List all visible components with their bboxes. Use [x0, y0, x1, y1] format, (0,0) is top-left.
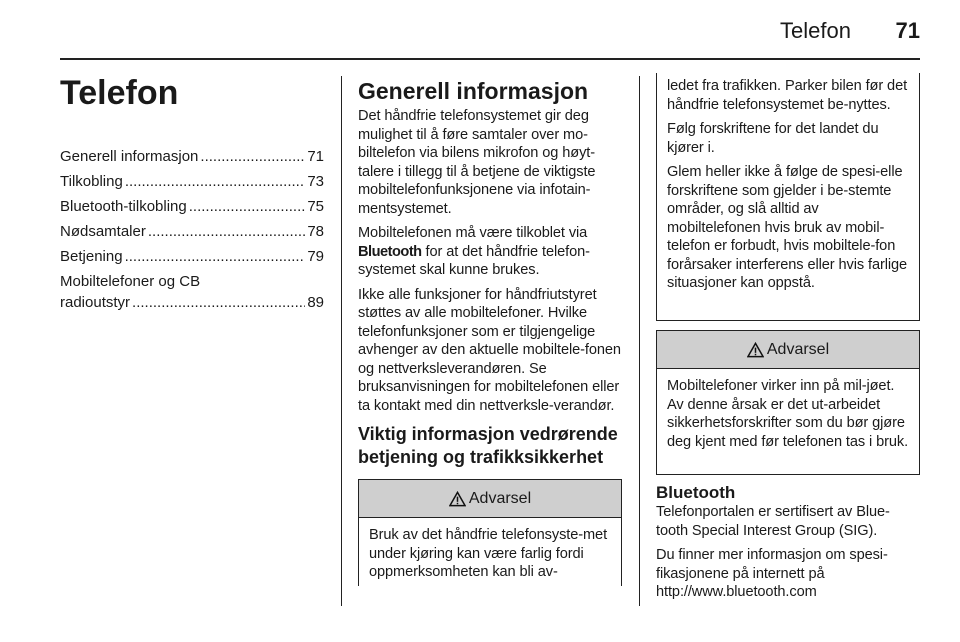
warning-text-start: Bruk av det håndfrie telefonsyste-met under kjøring kan være farlig fordi oppmerksomheten kan bli av-	[369, 527, 608, 580]
toc-entry-page: 73	[307, 173, 324, 190]
toc-entry-label: Tilkobling	[60, 173, 123, 190]
toc-entry-page: 89	[307, 294, 324, 311]
warning-box-header	[359, 480, 621, 518]
running-head	[780, 18, 920, 48]
toc-entry-label: Nødsamtaler	[60, 223, 146, 240]
running-head-section: Telefon	[780, 18, 851, 43]
bluetooth-term: Bluetooth	[358, 243, 422, 260]
column-divider-1	[341, 76, 342, 606]
chapter-toc-column	[60, 74, 324, 317]
section-heading-bluetooth: Bluetooth	[656, 483, 736, 502]
toc-entry-label: radioutstyr	[60, 294, 131, 311]
warning-text-cont-2: Følg forskriftene for det landet du kjører i.	[667, 121, 879, 156]
toc-entry-page: 79	[307, 248, 324, 265]
section-heading-general: Generell informasjon	[358, 78, 589, 104]
warning-box-radiation	[656, 330, 920, 475]
bluetooth-paragraph-1: Telefonportalen er sertifisert av Blue-tooth Special Interest Group (SIG).	[656, 504, 890, 539]
table-of-contents	[60, 146, 324, 313]
toc-entry-label-line1: Mobiltelefoner og CB	[60, 273, 201, 290]
warning-triangle-icon	[449, 491, 466, 507]
warning-box-safety	[358, 479, 622, 586]
warning-text-cont-1: ledet fra trafikken. Parker bilen før det håndfrie telefonsystemet be-nyttes.	[667, 78, 908, 113]
toc-entry-page: 71	[307, 148, 324, 165]
toc-entry-page: 78	[307, 223, 324, 240]
toc-entry-emergency[interactable]	[60, 221, 324, 242]
warning-label: Advarsel	[766, 340, 830, 358]
general-paragraph-3: Ikke alle funksjoner for håndfriutstyret støttes av alle mobiltelefoner. Hvilke telefonfunksjoner som er tilgjengelige avhenger av den aktuelle mobiltele-fonen og nettverksleverandøren. Se bruksanvisningen for mobiltelefonen eller ta kontakt med din nettverksle-verandør.	[358, 286, 621, 414]
warning-triangle-icon	[747, 342, 764, 358]
toc-entry-operation[interactable]	[60, 246, 324, 267]
content-column-2	[358, 78, 622, 586]
warning-label: Advarsel	[468, 489, 532, 507]
toc-entry-general[interactable]	[60, 146, 324, 167]
radiation-warning-text: Mobiltelefoner virker inn på mil-jøet. Av denne årsak er det ut-arbeidet sikkerhetsforskrifter som du bør gjøre deg kjent med før telefonen tas i bruk.	[667, 378, 909, 450]
warning-box-header	[657, 331, 919, 369]
chapter-title: Telefon	[60, 74, 179, 112]
toc-entry-connection[interactable]	[60, 171, 324, 192]
warning-box-safety-continued	[656, 73, 920, 321]
toc-entry-mobile-cb[interactable]	[60, 271, 324, 313]
toc-entry-label: Betjening	[60, 248, 123, 265]
warning-box-body	[657, 369, 919, 457]
general-paragraph-2: Mobiltelefonen må være tilkoblet via Bluetooth for at det håndfrie telefon-systemet skal kunne brukes.	[358, 225, 590, 278]
bluetooth-section	[656, 483, 920, 608]
general-paragraph-1: Det håndfrie telefonsystemet gir deg mulighet til å føre samtaler over mo-biltelefon via bilens mikrofon og høyt-talere i tillegg til å betjene de viktigste mobiltelefonfunksjonene via infotain-mentsystemet.	[358, 108, 596, 217]
header-rule	[60, 58, 920, 60]
warning-text-cont-3: Glem heller ikke å følge de spesi-elle forskriftene som gjelder i be-stemte områder, og slå alltid av mobiltelefonen hvis bruk av mobil-telefon er forbudt, hvis mobiltele-fon forårsaker interferens eller hvis farlige situasjoner kan oppstå.	[667, 164, 908, 291]
bluetooth-paragraph-2: Du finner mer informasjon om spesi-fikasjonene på internett på http://www.bluetooth.com	[656, 547, 888, 600]
toc-entry-page: 75	[307, 198, 324, 215]
page-number: 71	[895, 18, 920, 43]
warning-box-body	[359, 518, 621, 586]
toc-entry-bluetooth[interactable]	[60, 196, 324, 217]
section-heading-safety: Viktig informasjon vedrørende betjening og trafikksikkerhet	[358, 424, 618, 467]
toc-entry-label: Generell informasjon	[60, 148, 199, 165]
toc-entry-label: Bluetooth-tilkobling	[60, 198, 187, 215]
column-divider-2	[639, 76, 640, 606]
